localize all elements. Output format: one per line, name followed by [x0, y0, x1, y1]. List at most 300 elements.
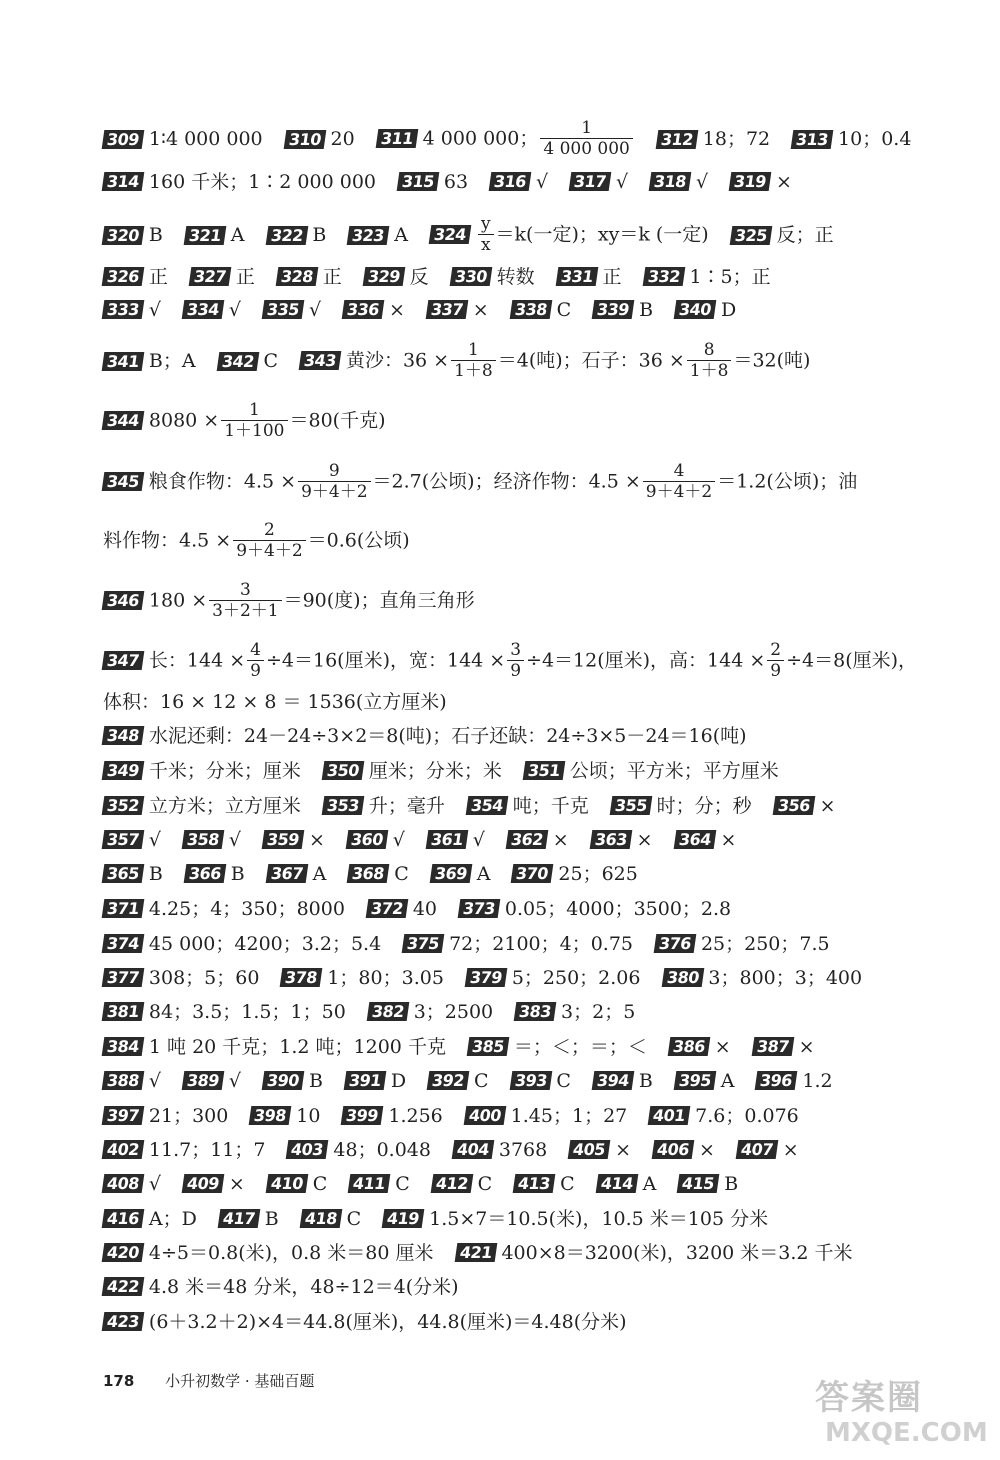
answer-item [103, 297, 161, 322]
question-number-badge: 339 [592, 300, 635, 319]
question-number-badge: 381 [102, 1002, 145, 1021]
fraction-denominator: 3＋2＋1 [209, 600, 281, 621]
answer-item [451, 264, 535, 289]
fraction-denominator: 9 [247, 660, 264, 681]
question-number-badge: 389 [182, 1071, 225, 1090]
answer-item [597, 1171, 657, 1196]
answer-line [103, 168, 930, 194]
answer-line [103, 895, 930, 921]
answer-item [649, 1103, 799, 1128]
answer-item [103, 169, 376, 194]
question-number-badge: 412 [430, 1174, 473, 1193]
answer-item [511, 1068, 571, 1093]
answer-item [515, 999, 635, 1024]
answer-item [611, 793, 752, 818]
answer-text: 升；毫升 [368, 794, 445, 817]
answer-text: C [473, 1069, 489, 1092]
answer-item [285, 126, 355, 151]
question-number-badge: 309 [102, 130, 145, 149]
answer-item [349, 1171, 409, 1196]
answer-text: C [395, 1172, 410, 1195]
answer-item [103, 723, 747, 748]
fraction-denominator: 9＋4＋2 [233, 540, 305, 561]
fraction-numerator: 9 [328, 461, 340, 481]
answer-line [103, 1136, 930, 1162]
answer-line [103, 722, 930, 748]
fraction [298, 461, 370, 502]
answer-text: √ [228, 298, 242, 321]
answer-text: × [228, 1172, 245, 1195]
answer-line [103, 1170, 930, 1196]
answer-line [103, 580, 930, 621]
answer-text: ＝80(千克) [289, 409, 386, 432]
answer-text: B [724, 1172, 739, 1195]
answer-text: × [698, 1138, 715, 1161]
answer-text: 180 × [148, 589, 208, 612]
question-number-badge: 376 [654, 934, 697, 953]
question-number-badge: 322 [265, 226, 308, 245]
question-number-badge: 333 [102, 300, 145, 319]
answer-text: 正 [322, 265, 342, 288]
answer-text: 3768 [498, 1138, 548, 1161]
question-number-badge: 411 [348, 1174, 391, 1193]
answer-text: B [308, 1069, 323, 1092]
answer-item [377, 118, 635, 159]
question-number-badge: 404 [452, 1140, 495, 1159]
question-number-badge: 378 [280, 968, 323, 987]
answer-text: 正 [602, 265, 622, 288]
question-number-badge: 310 [283, 130, 326, 149]
answer-item [267, 1171, 327, 1196]
answer-text: √ [228, 1069, 242, 1092]
answer-text: 1.5×7＝10.5(米)，10.5 米＝105 分米 [429, 1207, 769, 1230]
question-number-badge: 407 [736, 1140, 779, 1159]
answer-text: √ [536, 170, 549, 193]
question-number-badge: 343 [299, 351, 342, 370]
answer-text: 45 000；4200；3.2；5.4 [148, 932, 382, 955]
question-number-badge: 350 [322, 761, 365, 780]
fraction-denominator: 9 [767, 660, 784, 681]
question-number-badge: 373 [458, 899, 501, 918]
question-number-badge: 345 [102, 472, 145, 491]
answer-item [431, 861, 491, 886]
answer-text: × [552, 828, 569, 851]
answer-item [644, 264, 771, 289]
question-number-badge: 359 [262, 830, 305, 849]
answer-text: ＝2.7(公顷)；经济作物：4.5 × [372, 470, 641, 493]
answer-item [300, 340, 810, 381]
answer-text: 时；分；秒 [656, 794, 752, 817]
watermark-logo [795, 1368, 988, 1456]
answer-text: 4 000 000； [422, 127, 539, 150]
answer-text: 吨；千克 [512, 794, 589, 817]
book-title: 小升初数学 · 基础百题 [165, 1372, 315, 1390]
answer-text: A [394, 224, 409, 246]
answer-item [287, 1137, 430, 1162]
answer-item [570, 169, 628, 194]
answer-item [103, 1240, 434, 1265]
fraction-denominator: 4 000 000 [540, 138, 633, 159]
answer-item [453, 1137, 547, 1162]
answer-item [383, 1206, 768, 1231]
answer-text: 5；250；2.06 [511, 966, 641, 989]
question-number-badge: 344 [102, 411, 145, 430]
question-number-badge: 332 [642, 267, 685, 286]
answer-line [103, 1067, 930, 1093]
answer-item [675, 297, 736, 322]
answer-text: ＝0.6(公顷) [307, 529, 410, 552]
answer-item [756, 1068, 832, 1093]
answer-item [467, 793, 589, 818]
answer-text: 4.25；4；350；8000 [148, 897, 345, 920]
question-number-badge: 391 [344, 1071, 387, 1090]
fraction-numerator: 8 [703, 340, 715, 360]
answer-text: 公顷；平方米；平方厘米 [569, 759, 779, 782]
question-number-badge: 386 [668, 1037, 711, 1056]
question-number-badge: 371 [102, 899, 145, 918]
answer-item [653, 1137, 715, 1162]
fraction [451, 340, 496, 381]
answer-text: 25；625 [558, 862, 638, 885]
answer-text: 1∶5；正 [689, 265, 771, 288]
answer-item [103, 222, 163, 247]
answer-text: A [642, 1172, 657, 1195]
question-number-badge: 319 [729, 172, 772, 191]
answer-line [103, 688, 930, 714]
answer-item [514, 1171, 574, 1196]
answer-text: √ [472, 828, 485, 851]
question-number-badge: 363 [589, 830, 632, 849]
answer-item [675, 1068, 735, 1093]
question-number-badge: 361 [426, 830, 469, 849]
answer-item [323, 758, 502, 783]
answer-text: B [639, 298, 654, 321]
watermark-url: MXQE.COM [825, 1418, 988, 1448]
answer-item [267, 222, 327, 247]
answer-text: C [556, 1069, 571, 1092]
answer-line [103, 826, 930, 852]
question-number-badge: 314 [102, 172, 145, 191]
answer-line [103, 118, 930, 159]
answer-item [103, 758, 301, 783]
question-number-badge: 377 [102, 968, 145, 987]
answer-item [103, 1309, 627, 1334]
answer-item [103, 640, 917, 681]
answer-item [103, 1034, 446, 1059]
fraction [767, 640, 784, 681]
question-number-badge: 335 [262, 300, 305, 319]
question-number-badge: 327 [189, 267, 232, 286]
answer-text: √ [392, 828, 405, 851]
question-number-badge: 330 [449, 267, 492, 286]
answer-item [403, 931, 633, 956]
answer-line [103, 340, 930, 381]
answer-text: 160 千米；1∶2 000 000 [148, 170, 376, 193]
answer-text: × [782, 1138, 799, 1161]
question-number-badge: 408 [102, 1174, 145, 1193]
answer-item [103, 126, 263, 151]
question-number-badge: 336 [342, 300, 385, 319]
answer-line [103, 1033, 930, 1059]
answer-item [655, 931, 830, 956]
question-number-badge: 321 [184, 226, 227, 245]
answer-text: 84；3.5；1.5；1；50 [148, 1000, 346, 1023]
question-number-badge: 401 [648, 1106, 691, 1125]
question-number-badge: 360 [346, 830, 389, 849]
answer-text: C [312, 1172, 328, 1195]
question-number-badge: 394 [592, 1071, 635, 1090]
answer-text: × [615, 1138, 632, 1161]
answer-text: √ [228, 828, 242, 851]
answer-text: √ [148, 298, 162, 321]
answer-item [103, 793, 301, 818]
answer-text: √ [308, 298, 322, 321]
answer-item [569, 1137, 631, 1162]
question-number-badge: 421 [454, 1243, 497, 1262]
question-number-badge: 409 [182, 1174, 225, 1193]
question-number-badge: 328 [276, 267, 319, 286]
answer-item [465, 1103, 627, 1128]
question-number-badge: 415 [677, 1174, 720, 1193]
answer-item [103, 689, 447, 714]
answer-text: D [390, 1069, 407, 1092]
answer-item [792, 126, 911, 151]
question-number-badge: 406 [652, 1140, 695, 1159]
answer-line [103, 1102, 930, 1128]
answer-text: √ [148, 1069, 162, 1092]
answer-text: A [720, 1069, 735, 1092]
answer-text: √ [696, 170, 709, 193]
answer-text: 3；2500 [413, 1000, 494, 1023]
answer-text: × [388, 298, 405, 321]
fraction [643, 461, 715, 502]
answer-item [650, 169, 708, 194]
question-number-badge: 311 [375, 129, 418, 148]
answer-text: 1.45；1；27 [510, 1104, 628, 1127]
answer-line [103, 930, 930, 956]
question-number-badge: 417 [218, 1209, 261, 1228]
answer-item [348, 861, 408, 886]
answer-item [103, 400, 386, 441]
question-number-badge: 418 [299, 1209, 342, 1228]
answer-text: 正 [148, 265, 168, 288]
answer-text: ＝32(吨) [733, 349, 811, 372]
answer-item [183, 1171, 245, 1196]
question-number-badge: 393 [509, 1071, 552, 1090]
answer-item [427, 297, 489, 322]
answer-item [185, 861, 245, 886]
question-number-badge: 365 [102, 864, 145, 883]
answer-text: C [346, 1207, 362, 1230]
question-number-badge: 400 [463, 1106, 506, 1125]
answer-line [103, 640, 930, 681]
question-number-badge: 320 [102, 226, 145, 245]
answer-item [398, 169, 468, 194]
answer-text: 水泥还剩：24－24÷3×2＝8(吨)；石子还缺：24÷3×5－24＝16(吨) [148, 724, 747, 747]
fraction-numerator: 3 [239, 580, 251, 600]
answer-item [427, 827, 485, 852]
answer-item [103, 1206, 197, 1231]
fraction [221, 400, 287, 441]
answer-item [183, 827, 241, 852]
answer-text: × [308, 828, 325, 851]
answer-line [103, 964, 930, 990]
question-number-badge: 355 [609, 796, 652, 815]
answer-text: 20 [330, 128, 355, 150]
answer-text: 21；300 [148, 1104, 229, 1127]
question-number-badge: 340 [674, 300, 717, 319]
answer-text: B [148, 862, 163, 885]
answer-text: 3；800；3；400 [708, 966, 863, 989]
answer-item [103, 580, 475, 621]
page-footer [103, 1370, 314, 1391]
question-number-badge: 341 [102, 352, 145, 371]
question-number-badge: 351 [523, 761, 566, 780]
answer-item [103, 999, 346, 1024]
question-number-badge: 382 [366, 1002, 409, 1021]
question-number-badge: 387 [751, 1037, 794, 1056]
answer-text: C [560, 1172, 575, 1195]
answer-text: 18；72 [702, 128, 771, 150]
answer-text: ÷4＝8(厘米)， [786, 649, 918, 672]
answer-text: 厘米；分米；米 [368, 759, 502, 782]
answer-item [250, 1103, 320, 1128]
answer-item [267, 861, 327, 886]
answer-item [190, 264, 255, 289]
fraction-numerator: y [480, 214, 491, 234]
answer-line [103, 461, 930, 502]
answer-text: 长：144 × [148, 649, 246, 672]
answer-text: 0.05；4000；3500；2.8 [504, 897, 732, 920]
answer-line [103, 1239, 930, 1265]
question-number-badge: 405 [568, 1140, 611, 1159]
fraction [233, 520, 305, 561]
question-number-badge: 349 [102, 761, 145, 780]
answer-text: 25；250；7.5 [700, 932, 830, 955]
answer-item [368, 999, 493, 1024]
answer-text: × [776, 170, 792, 193]
answer-text: 400×8＝3200(米)，3200 米＝3.2 千米 [501, 1241, 853, 1264]
answer-text: B；A [148, 350, 196, 372]
answer-line [103, 1308, 930, 1334]
answer-text: A [230, 224, 245, 246]
answer-text: √ [148, 828, 162, 851]
answer-text: 反；正 [776, 224, 834, 246]
answer-item [675, 827, 737, 852]
answer-item [468, 1034, 647, 1059]
answer-item [511, 297, 571, 322]
answer-text: 10 [296, 1104, 321, 1127]
question-number-badge: 392 [427, 1071, 470, 1090]
answer-item [103, 965, 259, 990]
answer-text: A；D [148, 1207, 197, 1230]
answer-text: × [714, 1035, 731, 1058]
question-number-badge: 403 [286, 1140, 329, 1159]
answer-text: 48；0.048 [333, 1138, 431, 1161]
answer-item [103, 264, 168, 289]
fraction [540, 118, 633, 159]
answer-line [103, 296, 930, 322]
answer-item [774, 793, 836, 818]
answer-line [103, 400, 930, 441]
answer-text: ÷4＝16(厘米)，宽：144 × [265, 649, 506, 672]
answer-item [342, 1103, 442, 1128]
question-number-badge: 362 [506, 830, 549, 849]
answer-item [103, 1171, 161, 1196]
answer-text: ＝4(吨)；石子：36 × [497, 349, 685, 372]
question-number-badge: 352 [102, 796, 145, 815]
answer-item [103, 1274, 459, 1299]
question-number-badge: 388 [102, 1071, 145, 1090]
question-number-badge: 366 [184, 864, 227, 883]
answer-text: 1.256 [388, 1104, 443, 1127]
answer-item [593, 297, 653, 322]
answer-item [730, 169, 792, 194]
answer-text: ＝；＜；＝；＜ [513, 1035, 647, 1058]
fraction [507, 640, 524, 681]
fraction-denominator: 1＋8 [687, 360, 732, 381]
question-number-badge: 318 [649, 172, 692, 191]
answer-text: 粮食作物：4.5 × [148, 470, 297, 493]
answer-item [678, 1171, 738, 1196]
answer-text: C [263, 350, 279, 372]
answer-text: × [472, 298, 489, 321]
answer-text: 3；2；5 [561, 1000, 636, 1023]
answer-item [428, 1068, 488, 1093]
answer-line [103, 214, 930, 255]
answer-text: ＝90(度)；直角三角形 [283, 589, 475, 612]
answer-text: 转数 [496, 265, 535, 288]
question-number-badge: 353 [322, 796, 365, 815]
watermark-text: 答案圈 [815, 1378, 923, 1418]
answer-text: √ [616, 170, 629, 193]
question-number-badge: 358 [182, 830, 225, 849]
answer-text: ÷4＝12(厘米)，高：144 × [526, 649, 766, 672]
answer-item [183, 297, 241, 322]
fraction-denominator: 9＋4＋2 [643, 481, 715, 502]
answer-text: 10；0.4 [838, 128, 912, 150]
answer-text: 1 吨 20 千克；1.2 吨；1200 千克 [148, 1035, 446, 1058]
fraction [247, 640, 264, 681]
answer-line [103, 520, 930, 561]
answer-text: 千米；分米；厘米 [148, 759, 301, 782]
answer-text: 7.6；0.076 [695, 1104, 799, 1127]
answer-line [103, 792, 930, 818]
answer-item [263, 1068, 323, 1093]
question-number-badge: 337 [426, 300, 469, 319]
answer-text: B [230, 862, 245, 885]
fraction-numerator: 1 [581, 118, 593, 138]
question-number-badge: 324 [429, 225, 472, 244]
answer-item [343, 297, 405, 322]
answer-text: 体积：16 × 12 × 8 ＝ 1536(立方厘米) [103, 690, 447, 713]
question-number-badge: 372 [366, 899, 409, 918]
answer-item [490, 169, 548, 194]
answer-item [219, 1206, 279, 1231]
question-number-badge: 346 [102, 591, 145, 610]
answer-text: B [312, 224, 327, 246]
question-number-badge: 325 [729, 226, 772, 245]
answer-item [103, 1103, 228, 1128]
answer-item [669, 1034, 731, 1059]
fraction-numerator: 2 [264, 520, 275, 540]
fraction [687, 340, 732, 381]
fraction-denominator: 9＋4＋2 [298, 481, 370, 502]
question-number-badge: 396 [755, 1071, 798, 1090]
fraction-denominator: 9 [507, 660, 524, 681]
answer-text: A [312, 862, 327, 885]
answer-text: 4÷5＝0.8(米)，0.8 米＝80 厘米 [148, 1241, 434, 1264]
